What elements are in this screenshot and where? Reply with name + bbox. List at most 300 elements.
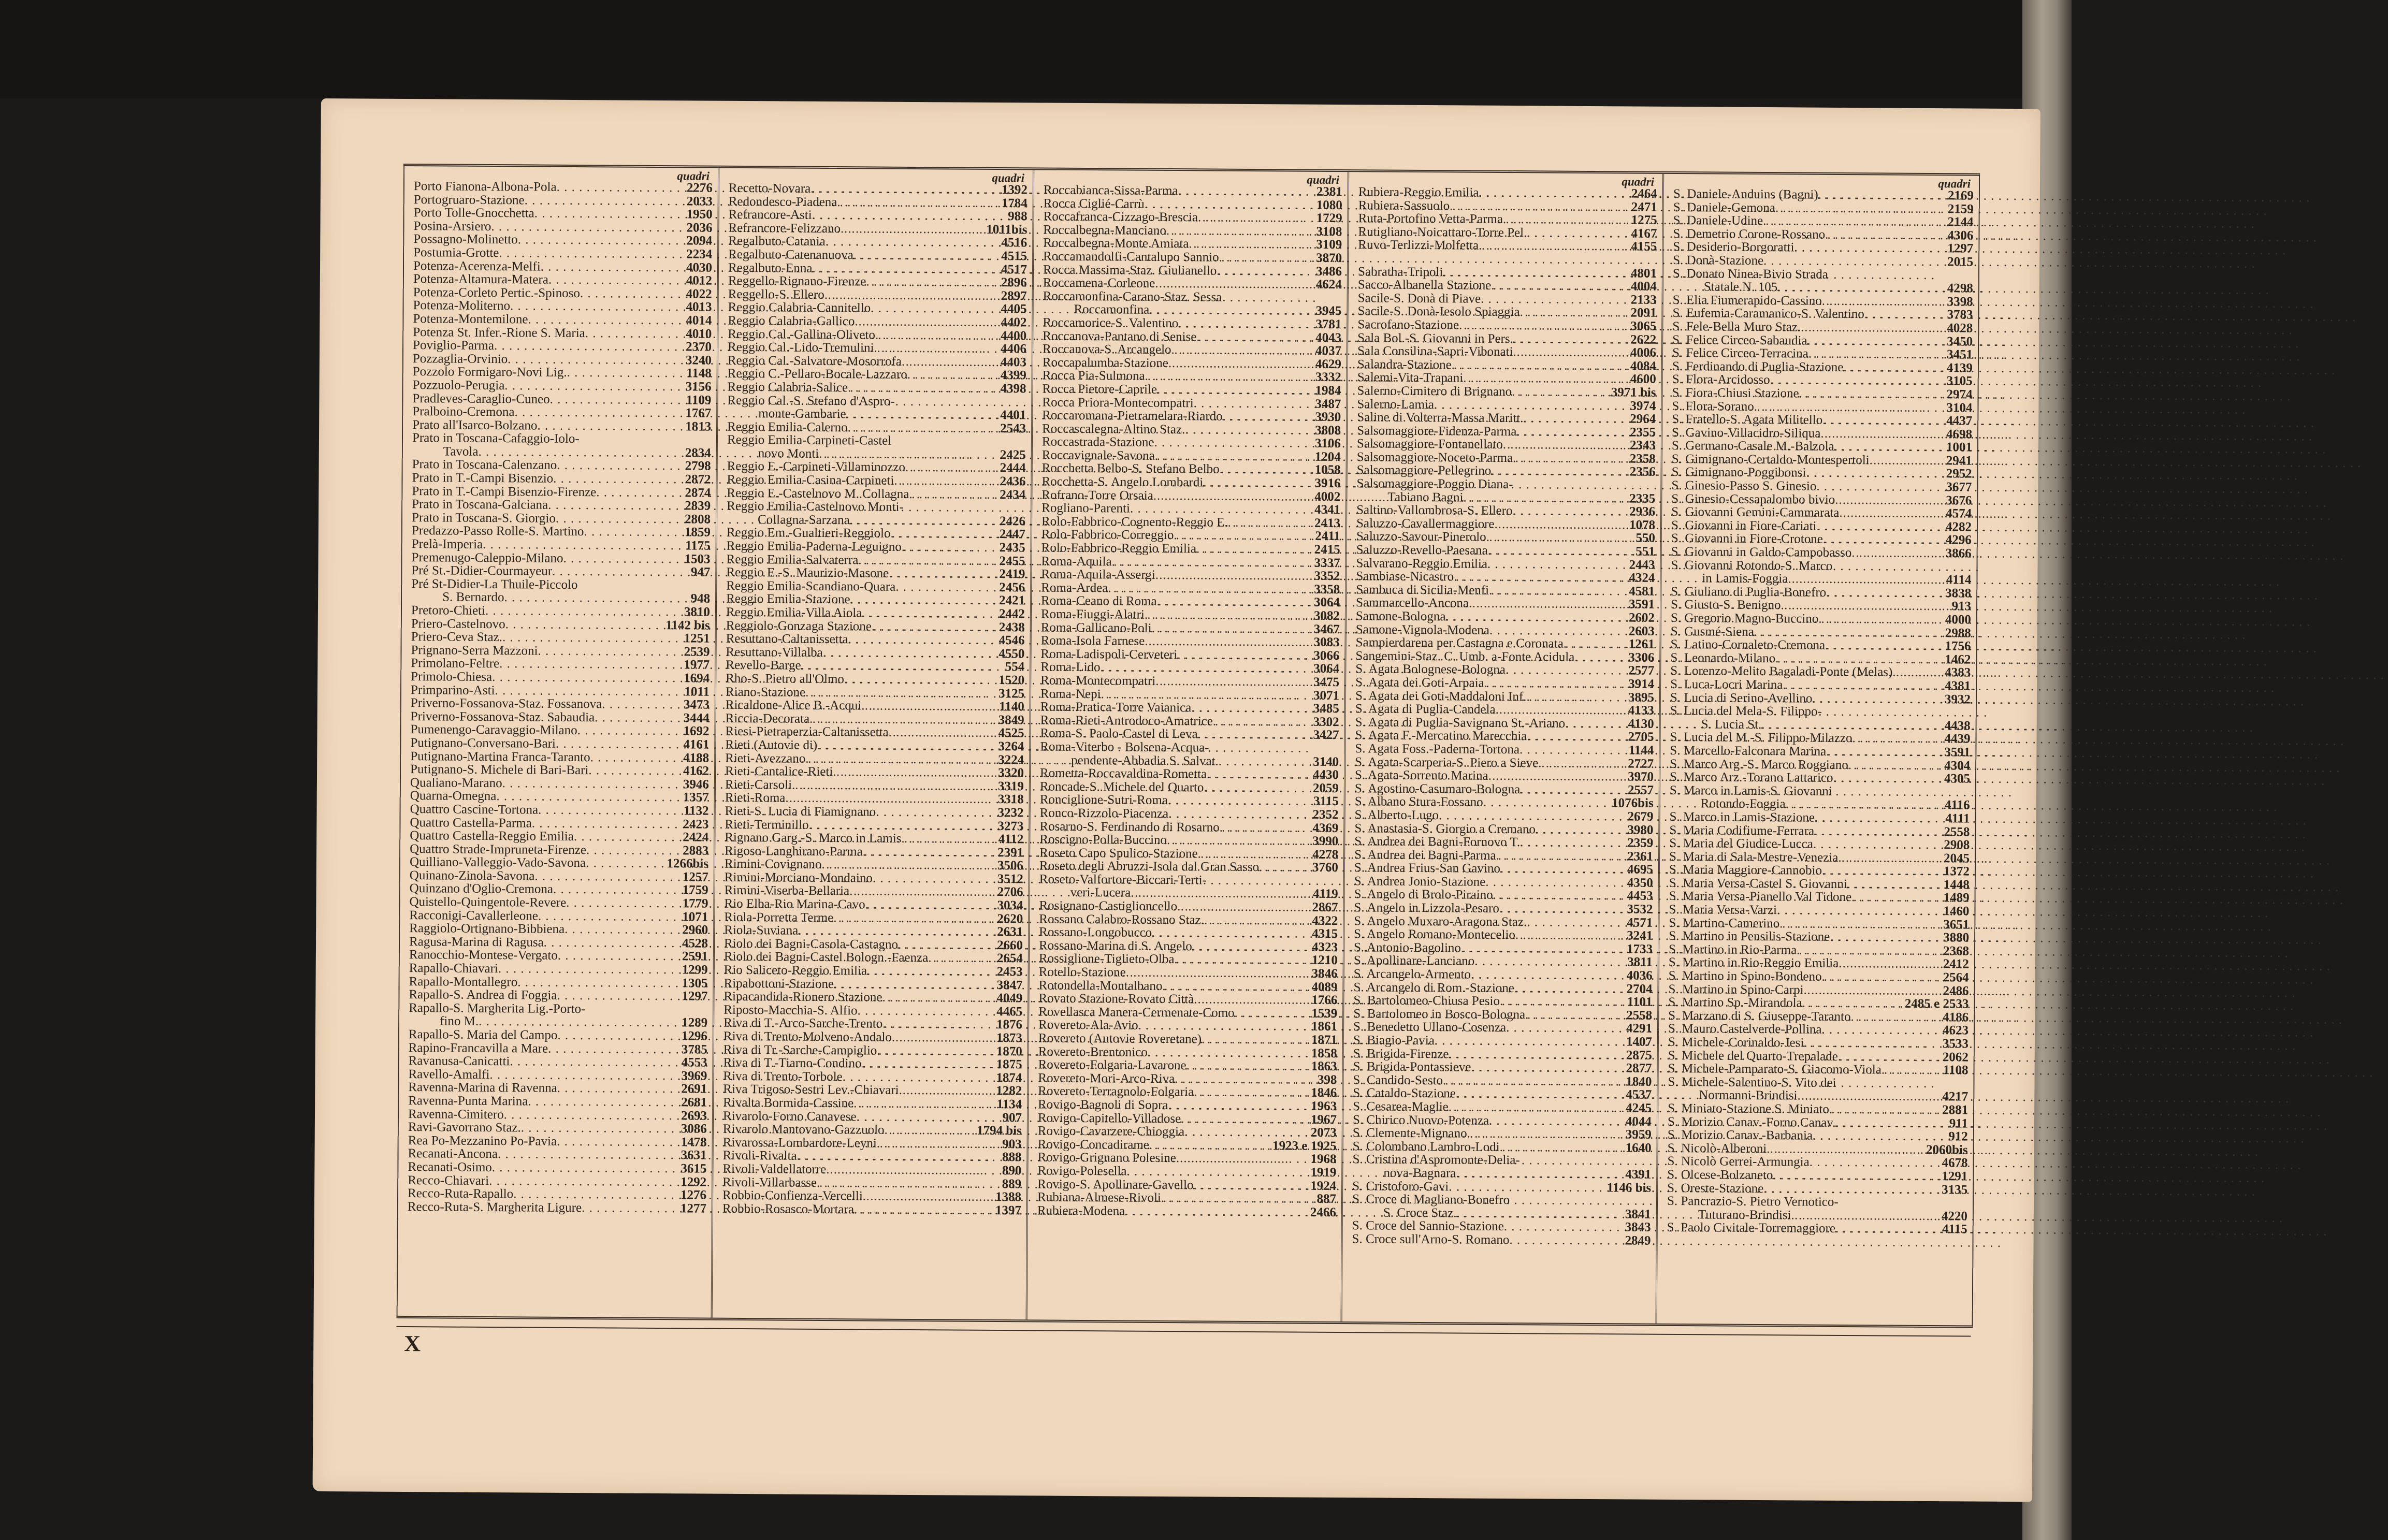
dot-leader <box>1174 529 1302 543</box>
entry-table-number: 4139 <box>1946 360 1973 375</box>
entry-route: Resuttano-Caltanissetta <box>726 631 848 647</box>
dot-leader <box>517 976 669 990</box>
dot-leader <box>1177 900 1300 914</box>
entry-route: Roccascalegna-Altino Staz. <box>1042 422 1185 437</box>
entry-table-number: 988 <box>1008 209 1027 224</box>
dot-leader <box>556 737 671 751</box>
entry-route: Priverno-Fossanova-Staz. Sabaudia <box>410 709 595 724</box>
dot-leader <box>1499 902 1615 916</box>
entry-route: Potenza-Acerenza-Melfi <box>413 258 541 274</box>
entry-route: Sangemini-Staz. C. Umb. a-Fonte Acidula <box>1355 649 1575 664</box>
dot-leader <box>834 978 985 992</box>
dot-leader <box>894 474 987 488</box>
dot-leader <box>1767 1142 1924 1156</box>
dot-leader <box>844 673 986 687</box>
entry-table-number: 2434 <box>1000 487 1026 502</box>
entry-route: S. Arcangelo-Armento <box>1353 967 1471 982</box>
entry-route: Riola-Porretta Terme <box>724 910 834 925</box>
entry-route: Saluzzo-Revello-Paesana <box>1356 543 1488 558</box>
entry-table-number: 2381 <box>1316 184 1343 199</box>
entry-route: Redondesco-Piadena <box>728 194 837 209</box>
dot-leader <box>1835 493 1933 507</box>
dot-leader <box>1168 357 1303 371</box>
entry-route: S. Brigida-Firenze <box>1353 1046 1449 1061</box>
dot-leader <box>809 713 986 727</box>
dot-leader <box>863 845 986 859</box>
entry-route: S. Maria Versa-Varzi <box>1669 902 1777 918</box>
entry-route: Rocca Massima-Staz. Giulianello <box>1043 263 1217 278</box>
entry-route: S. Cristoforo-Gavi <box>1352 1179 1449 1194</box>
entry-route: Roncade-S. Michele del Quarto <box>1039 779 1204 795</box>
entry-route: Regalbuto-Enna <box>728 260 813 275</box>
entry-table-number: 2897 <box>1001 288 1027 303</box>
dot-leader <box>1848 759 1932 773</box>
entry-route: S. Michele-Salentino-S. Vito dei <box>1668 1074 1836 1090</box>
entry-route: Rovigo-Grignano Polesine <box>1037 1150 1176 1166</box>
entry-table-number: 1305 <box>682 976 708 991</box>
dot-leader <box>1839 957 1931 971</box>
dot-leader <box>898 938 985 952</box>
entry-route: S. Angelo di Brolo-Piraino <box>1354 887 1493 903</box>
entry-table-number: 2485 e 2533 <box>1904 996 1969 1011</box>
dot-leader <box>557 1135 669 1149</box>
entry-route: Ravello-Amalfi <box>408 1067 490 1082</box>
entry-route: S. Cataldo-Stazione <box>1353 1086 1456 1101</box>
dot-leader <box>595 711 671 724</box>
dot-leader <box>528 1095 669 1109</box>
dot-leader <box>1513 452 1617 466</box>
dot-leader <box>823 646 987 661</box>
entry-route: Regalbuto-Catania <box>728 234 826 249</box>
entry-route: Rho-S. Pietro all'Olmo <box>726 671 845 687</box>
entry-table-number: 1767 <box>685 406 712 420</box>
dot-leader <box>1145 635 1301 649</box>
entry-route: Rapallo-Chiavari <box>409 961 498 976</box>
entry-route: S. Antonio-Bagolino <box>1353 940 1461 955</box>
dot-leader <box>553 883 670 897</box>
entry-table-number: 2033 <box>686 194 713 209</box>
entry-route: Riva Trigoso-Sestri Lev.-Chiavari <box>723 1082 899 1098</box>
entry-route: Rivalta Bormida-Cassine <box>723 1095 854 1111</box>
entry-route: S. Luca-Locri Marina <box>1670 677 1783 692</box>
entry-route: S. Agata dei Goti-Maddaloni Inf. <box>1355 688 1527 704</box>
dot-leader <box>498 1147 669 1162</box>
entry-route: Riano-Stazione <box>725 685 806 700</box>
entry-route: Portogruaro-Stazione <box>413 192 525 207</box>
entry-route: S. Martino in Spino-Bondeno <box>1668 968 1822 984</box>
entry-route: Sala Bol.-S. Giovanni in Pers. <box>1357 330 1513 346</box>
entry-route: in Lamis-Foggia <box>1702 571 1788 586</box>
entry-table-number: 3398 <box>1947 294 1973 309</box>
dot-leader <box>1153 489 1302 503</box>
entry-route: Prato in Toscana-S. Giorgio <box>411 510 556 526</box>
entry-route: Ravenna-Punta Marina <box>408 1094 528 1109</box>
entry-route: S. Desiderio-Borgoratti <box>1673 240 1794 255</box>
entry-table-number: 3444 <box>683 711 710 725</box>
dot-leader <box>1493 889 1615 903</box>
book-page <box>313 98 2040 1502</box>
dot-leader <box>1826 745 1932 759</box>
entry-table-number: 3959 <box>1625 1127 1652 1142</box>
entry-route: Sala Consilina-Sapri-Vibonati <box>1357 344 1513 359</box>
dot-leader <box>1496 849 1615 863</box>
dot-leader <box>1461 941 1614 955</box>
entry-table-number: 1784 <box>1001 196 1027 210</box>
entry-table-number: 1448 <box>1943 878 1970 892</box>
entry-route: Roccabianca-Sissa-Parma <box>1043 183 1178 198</box>
dot-leader <box>525 194 674 208</box>
dot-leader <box>1177 648 1301 662</box>
entry-route: Potenza-Altamura-Matera <box>413 272 548 287</box>
entry-table-number: 3320 <box>997 766 1024 780</box>
entry-table-number: 907 <box>1002 1110 1022 1125</box>
entry-table-number: 1277 <box>680 1201 707 1216</box>
entry-table-number: 3506 <box>997 859 1024 873</box>
entry-route: Quistello-Quingentole-Revere <box>409 895 567 910</box>
entry-table-number: 4245 <box>1626 1101 1652 1115</box>
entry-route: Ronciglione-Sutri-Roma <box>1039 792 1168 808</box>
dot-leader <box>848 381 988 395</box>
entry-route: Reggio Calabria-Salice <box>727 380 848 395</box>
entry-route: Roma-Fiuggi-Alatri <box>1040 607 1145 622</box>
dot-leader <box>1870 454 1934 467</box>
entry-table-number: 911 <box>1949 1116 1969 1131</box>
dot-leader <box>1456 1167 1613 1181</box>
entry-route: Quattro Castella-Parma <box>410 815 532 831</box>
entry-route: Rieti (Autovie di) <box>725 737 818 752</box>
entry-table-number: 1299 <box>682 963 708 977</box>
entry-table-number: 3676 <box>1946 493 1972 508</box>
entry-table-number: 1923 e 1925 <box>1272 1139 1337 1153</box>
entry-route: S. Chirico Nuovo-Potenza <box>1352 1112 1489 1128</box>
dot-leader <box>850 514 987 528</box>
entry-route: S. Alberto-Lugo <box>1354 808 1439 823</box>
entry-table-number: 2276 <box>686 181 713 195</box>
entry-route: Ravanusa-Canicatti <box>408 1054 510 1069</box>
entry-route: Reggio Cal.-S. Stefano d'Aspro- <box>727 393 895 409</box>
entry-table-number: 3895 <box>1628 690 1655 705</box>
dot-leader <box>901 832 985 846</box>
entry-route: Sammarcello-Ancona <box>1356 595 1469 611</box>
entry-table-number: 398 <box>1317 1072 1337 1087</box>
entry-table-number: 4037 <box>1315 343 1342 358</box>
dot-leader <box>538 803 671 817</box>
entry-table-number: 2486 <box>1943 983 1969 998</box>
entry-table-number: 3125 <box>998 686 1025 701</box>
entry-table-number: 3866 <box>1945 546 1972 561</box>
entry-route: Prato in T.-Campi Bisenzio <box>412 471 554 486</box>
dot-leader <box>485 604 672 619</box>
entry-table-number: 4528 <box>682 936 708 951</box>
entry-table-number: 4383 <box>1945 665 1971 680</box>
dot-leader <box>557 459 673 473</box>
dot-leader <box>1514 982 1614 996</box>
dot-leader <box>1454 571 1616 585</box>
dot-leader <box>1456 1087 1614 1101</box>
entry-table-number: 3487 <box>1315 397 1341 411</box>
dot-leader <box>1178 317 1303 331</box>
entry-table-number: 1101 <box>1627 995 1653 1009</box>
entry-route: S. Felice Circeo-Sabaudia <box>1672 332 1807 348</box>
dot-leader <box>1456 1207 1613 1221</box>
entry-route: Roseto degli Abruzzi-Isola dal Gran Sasso <box>1039 859 1260 875</box>
dot-leader <box>846 408 988 422</box>
dot-leader <box>1516 425 1617 439</box>
entry-route: S. Pancrazio-S. Pietro Vernotico- <box>1667 1194 1839 1210</box>
dot-leader <box>1829 1103 1930 1117</box>
entry-route: Rapino-Francavilla a Mare <box>408 1040 548 1056</box>
entry-table-number: 4162 <box>683 764 710 778</box>
index-entry <box>722 1202 1021 1217</box>
entry-table-number: 4323 <box>1311 940 1338 954</box>
entry-route: Reggio Cal.-Gallina-Oliveto <box>728 327 875 342</box>
dot-leader <box>853 249 989 263</box>
entry-route: S. Gavino-Villacidro-Siliqua <box>1672 425 1821 441</box>
entry-table-number: 2577 <box>1628 663 1655 678</box>
entry-route: S. Fiora-Chiusi Stazione <box>1672 385 1799 401</box>
entry-route: Rossiglione-Tiglieto-Olba <box>1038 951 1175 967</box>
entry-route: Rubiera-Reggio Emilia <box>1358 185 1479 200</box>
dot-leader <box>502 631 672 645</box>
entry-table-number: 3486 <box>1315 264 1342 279</box>
dot-leader <box>1791 1209 1929 1223</box>
dot-leader <box>557 989 669 1003</box>
entry-route: Rimini-Viserba-Bellaria <box>724 883 850 898</box>
dot-leader <box>792 778 986 793</box>
entry-table-number: 2839 <box>685 499 711 513</box>
dot-leader <box>1198 728 1301 742</box>
entry-route: Rutigliano-Noicattaro-Torre Pel. <box>1358 225 1527 240</box>
dot-leader <box>1488 769 1616 783</box>
entry-route: Salsomaggiore-Noceto-Parma <box>1356 450 1513 465</box>
entry-table-number: 4161 <box>683 737 710 752</box>
entry-table-number: 2964 <box>1630 412 1656 426</box>
entry-table-number: 2557 <box>1627 783 1654 797</box>
dot-leader <box>1851 546 1933 560</box>
entry-route: S. Fratello-S. Agata Militello <box>1672 412 1823 427</box>
dot-leader <box>1185 423 1302 437</box>
entry-route: Sacco-Albanella Stazione <box>1357 278 1492 293</box>
dot-leader <box>499 246 674 261</box>
entry-route: Rogliano-Parenti <box>1041 501 1131 516</box>
entry-table-number: 4119 <box>1312 887 1338 902</box>
dot-leader <box>1830 931 1931 945</box>
entry-table-number: 2558 <box>1626 1008 1653 1023</box>
entry-route: Priero-Castelnovo <box>411 616 505 631</box>
dot-leader <box>895 580 987 594</box>
dot-leader <box>1536 823 1615 837</box>
entry-table-number: 3264 <box>998 739 1024 754</box>
entry-table-number: 2436 <box>1000 474 1026 489</box>
entry-route: S. Bartolomeo-Chiusa Pesio <box>1353 993 1500 1009</box>
entry-route: S. Martino in Rio-Reggio Emilia <box>1668 955 1839 971</box>
entry-table-number: 3808 <box>1315 423 1341 438</box>
entry-table-number: 4296 <box>1945 533 1972 547</box>
entry-route: S. Ginesio-Cessapalombo bivio <box>1671 491 1835 507</box>
entry-route: Primolano-Feltre <box>411 656 500 671</box>
dot-leader <box>574 830 671 844</box>
dot-leader <box>843 1070 984 1084</box>
dot-leader <box>508 353 673 367</box>
entry-table-number: 3306 <box>1628 650 1655 665</box>
dot-leader <box>492 1161 669 1175</box>
entry-table-number: 2808 <box>684 512 711 527</box>
entry-table-number: 1924 <box>1310 1179 1337 1193</box>
dot-leader <box>513 1187 668 1201</box>
dot-leader <box>841 222 984 236</box>
entry-route: S. Brigida-Pontassieve <box>1353 1059 1471 1074</box>
dot-leader <box>505 618 664 632</box>
entry-table-number: 4438 <box>1944 718 1971 733</box>
entry-route: Roma-Ceano di Roma <box>1041 593 1157 609</box>
entry-table-number: 4044 <box>1625 1114 1652 1129</box>
entry-table-number: 3971 bis <box>1611 385 1656 400</box>
entry-route: S. Flora-Sorano <box>1672 399 1754 414</box>
entry-table-number: 1148 <box>686 366 712 381</box>
dot-leader <box>588 764 671 778</box>
entry-table-number: 4116 <box>1945 798 1970 812</box>
entry-route: monte-Gambarie <box>758 406 846 422</box>
entry-table-number: 2442 <box>998 607 1025 621</box>
dot-leader <box>1822 294 1935 308</box>
entry-route: S. Germano-Casale M.-Balzola <box>1671 439 1834 454</box>
entry-table-number: 4403 <box>1000 355 1026 370</box>
entry-route: Prato all'Isarco-Bolzano <box>412 417 538 433</box>
entry-table-number: 2036 <box>686 221 713 235</box>
entry-table-number: 2438 <box>998 620 1025 634</box>
dot-leader <box>557 1029 669 1043</box>
dot-leader <box>1512 504 1617 518</box>
entry-table-number: 2539 <box>684 645 710 659</box>
entry-route: S. Maria Codifiume-Ferrara <box>1669 823 1815 838</box>
dot-leader <box>1503 438 1617 452</box>
entry-route: Reggio Emilia-Scandiano-Quara <box>726 578 896 594</box>
entry-table-number: 1011bis <box>986 222 1027 237</box>
entry-table-number: 4437 <box>1946 414 1973 428</box>
entry-route: Priero-Ceva Staz. <box>411 630 503 645</box>
entry-table-number: 4167 <box>1631 226 1657 241</box>
entry-route: S. Michele del Quarto-Trepalade <box>1668 1048 1838 1064</box>
dot-leader <box>1797 943 1931 957</box>
dot-leader <box>1527 226 1618 240</box>
dot-leader <box>889 567 987 581</box>
entry-table-number: 3273 <box>997 819 1024 833</box>
entry-route: Roma-Aquila <box>1041 554 1112 569</box>
entry-route: Saluzzo-Savour-Pinerolo <box>1356 529 1486 545</box>
entry-route: Rocchetta-S. Angelo Lombardi <box>1041 474 1204 490</box>
dot-leader <box>1176 1152 1298 1166</box>
dot-leader <box>812 209 989 223</box>
entry-table-number: 3106 <box>1314 437 1341 451</box>
entry-table-number: 3841 <box>1625 1207 1651 1222</box>
entry-route: Rivarolo Mantovano-Gazzuolo <box>722 1122 885 1137</box>
entry-route: Salemi-Vita-Trapani <box>1357 370 1464 385</box>
dot-leader <box>518 234 674 248</box>
entry-table-number: 4515 <box>1001 249 1027 264</box>
dot-leader <box>833 911 985 925</box>
entry-route: Rocca Pietore-Caprile <box>1042 382 1157 397</box>
entry-table-number: 887 <box>1316 1192 1337 1207</box>
entry-table-number: 1813 <box>685 419 712 434</box>
entry-table-number: 2941 <box>1946 454 1972 468</box>
entry-table-number: 4089 <box>1311 980 1338 994</box>
entry-table-number: 4028 <box>1947 321 1973 336</box>
dot-leader <box>1155 675 1301 689</box>
entry-route: Refrancore-Felizzano <box>728 221 841 236</box>
entry-table-number: 3034 <box>997 898 1023 913</box>
dot-leader <box>1108 582 1301 596</box>
dot-leader <box>548 273 674 287</box>
entry-route: Rieti-Cantalice-Rieti <box>725 764 833 779</box>
column-header: quadri <box>1938 177 1971 191</box>
dot-leader <box>1443 266 1618 280</box>
entry-table-number: 4381 <box>1945 679 1971 693</box>
dot-leader <box>1804 1037 1930 1051</box>
dot-leader <box>537 419 673 433</box>
dot-leader <box>1213 715 1301 729</box>
entry-table-number: 1261 <box>1628 637 1655 651</box>
entry-route: Pretoro-Chieti <box>411 603 486 618</box>
dot-leader <box>1525 1008 1614 1022</box>
entry-table-number: 1640 <box>1625 1141 1652 1155</box>
entry-table-number: 4574 <box>1946 506 1972 521</box>
entry-route: Rignano Garg.-S. Marco in Lamis <box>725 830 902 846</box>
entry-table-number: 3760 <box>1312 861 1339 875</box>
dot-leader <box>1148 1045 1299 1059</box>
entry-route: Roccamonfina-Carano-Staz. Sessa <box>1043 289 1222 304</box>
entry-route: S. Clemente-Mignano <box>1352 1126 1467 1141</box>
entry-route: Roccamandolfi-Cantalupo Sannio <box>1043 249 1219 265</box>
entry-route: Ronco-Rizzolo-Piacenza <box>1039 806 1169 821</box>
entry-route: Priverno-Fossanova-Staz. Fossanova <box>410 696 602 711</box>
dot-leader <box>563 551 672 565</box>
dot-leader <box>1196 542 1302 556</box>
entry-route: S. Oreste-Stazione <box>1667 1181 1764 1196</box>
entry-table-number: 3843 <box>1625 1220 1651 1235</box>
entry-route: Rovereto-Ala-Avio <box>1038 1018 1138 1033</box>
entry-route: S. Leonardo-Milano <box>1670 650 1776 665</box>
entry-route: S. Miniato-Stazione S. Miniato <box>1668 1101 1830 1116</box>
entry-table-number: 1756 <box>1945 639 1971 653</box>
dot-leader <box>1483 796 1610 810</box>
entry-table-number: 1759 <box>682 883 708 898</box>
entry-route: Rosignano-Castiglioncello <box>1039 898 1178 914</box>
entry-table-number: 1210 <box>1311 953 1338 968</box>
entry-table-number: 1134 <box>996 1097 1022 1112</box>
entry-route: S. Giovanni Rotondo-S. Marco <box>1671 558 1833 573</box>
dot-leader <box>1515 928 1614 942</box>
entry-table-number: 2558 <box>1944 824 1970 839</box>
entry-table-number: 2447 <box>999 527 1025 542</box>
dot-leader <box>865 898 985 912</box>
dot-leader <box>1207 768 1300 782</box>
entry-table-number: 4399 <box>1000 368 1026 383</box>
entry-route: Roccamonfina <box>1074 302 1150 317</box>
column-header: quadri <box>1307 173 1340 187</box>
entry-table-number: 1875 <box>996 1057 1022 1072</box>
dot-leader <box>907 368 988 382</box>
dot-leader <box>863 1190 983 1204</box>
dot-leader <box>489 1174 668 1189</box>
entry-route: S. Donato Ninea-Bivio Strada <box>1672 266 1829 282</box>
entry-table-number: 2705 <box>1628 730 1654 745</box>
entry-route: Normanni-Brindisi <box>1699 1088 1798 1103</box>
entry-route: Salerno-Cimitero di Brignano <box>1357 384 1512 399</box>
entry-route: S. Mauro Castelverde-Pollina <box>1668 1022 1822 1037</box>
entry-route: S. Eufemia-Caramanico-S. Valentino <box>1672 306 1864 322</box>
dot-leader <box>1788 573 1933 587</box>
dot-leader <box>1520 783 1615 797</box>
